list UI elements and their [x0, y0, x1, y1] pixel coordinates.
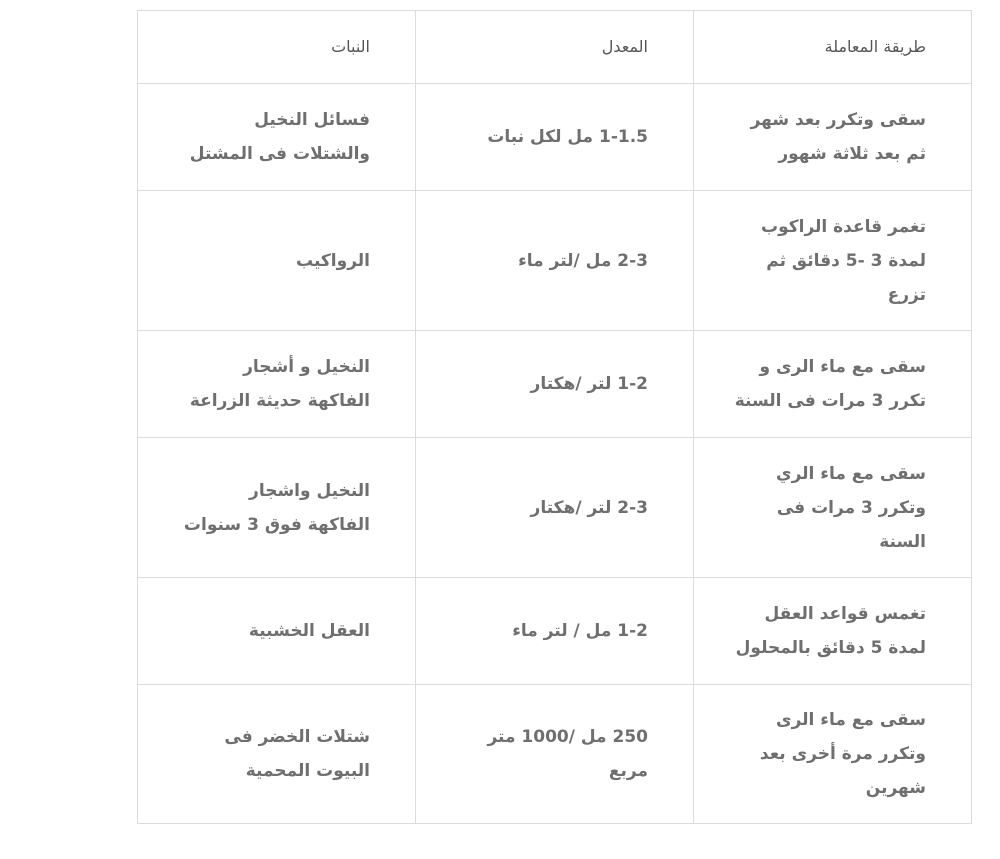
table-row: [138, 578, 972, 685]
table-row: [138, 191, 972, 331]
cell-rate: [416, 685, 694, 824]
cell-plant: [138, 191, 416, 331]
cell-plant-text: فسائل النخيل والشتلات فى المشتل: [189, 110, 370, 164]
header-plant: النبات: [138, 11, 416, 84]
table-row: [138, 331, 972, 438]
header-method: طريقة المعاملة: [694, 11, 972, 84]
cell-plant-text: العقل الخشبية: [248, 621, 370, 641]
cell-rate-text: 2-3 لتر /هكتار: [530, 497, 648, 518]
cell-rate-text: 250 مل /1000 متر مربع: [487, 727, 648, 781]
cell-rate-text: 1-1.5 مل لكل نبات: [487, 127, 648, 147]
cell-method-text: سقى مع ماء الري وتكرر 3 مرات فى السنة: [775, 463, 926, 552]
cell-plant: [138, 331, 416, 438]
cell-rate: [416, 331, 694, 438]
table-row: [138, 685, 972, 824]
cell-method-text: سقى وتكرر بعد شهر ثم بعد ثلاثة شهور: [750, 110, 926, 164]
treatment-table-container: [137, 10, 971, 824]
table-row: [138, 84, 972, 191]
table-row: [138, 438, 972, 578]
cell-plant-text: الرواكيب: [295, 250, 370, 271]
cell-method-text: تغمر قاعدة الراكوب لمدة 3 -5 دقائق ثم تزرع: [760, 216, 926, 305]
cell-plant-text: النخيل و أشجار الفاكهة حديثة الزراعة: [189, 357, 370, 411]
cell-method: [694, 438, 972, 578]
cell-plant-text: شتلات الخضر فى البيوت المحمية: [224, 727, 370, 781]
cell-rate: [416, 578, 694, 685]
header-rate: المعدل: [416, 11, 694, 84]
table-header-row: [138, 11, 972, 84]
cell-plant: [138, 578, 416, 685]
cell-method-text: سقى مع ماء الرى وتكرر مرة أخرى بعد شهرين: [759, 710, 926, 798]
cell-method: [694, 191, 972, 331]
cell-method-text: تغمس قواعد العقل لمدة 5 دقائق بالمحلول: [735, 604, 926, 658]
cell-method: [694, 84, 972, 191]
cell-plant-text: النخيل واشجار الفاكهة فوق 3 سنوات: [183, 480, 370, 535]
cell-rate-text: 1-2 مل / لتر ماء: [512, 621, 648, 641]
cell-rate-text: 2-3 مل /لتر ماء: [518, 250, 648, 271]
cell-plant: [138, 438, 416, 578]
cell-rate: [416, 191, 694, 331]
cell-rate-text: 1-2 لتر /هكتار: [530, 374, 648, 394]
cell-plant: [138, 685, 416, 824]
cell-plant: [138, 84, 416, 191]
cell-rate: [416, 438, 694, 578]
cell-method: [694, 578, 972, 685]
cell-rate: [416, 84, 694, 191]
cell-method: [694, 685, 972, 824]
cell-method: [694, 331, 972, 438]
cell-method-text: سقى مع ماء الرى و تكرر 3 مرات فى السنة: [734, 357, 926, 411]
treatment-table: [137, 10, 972, 824]
